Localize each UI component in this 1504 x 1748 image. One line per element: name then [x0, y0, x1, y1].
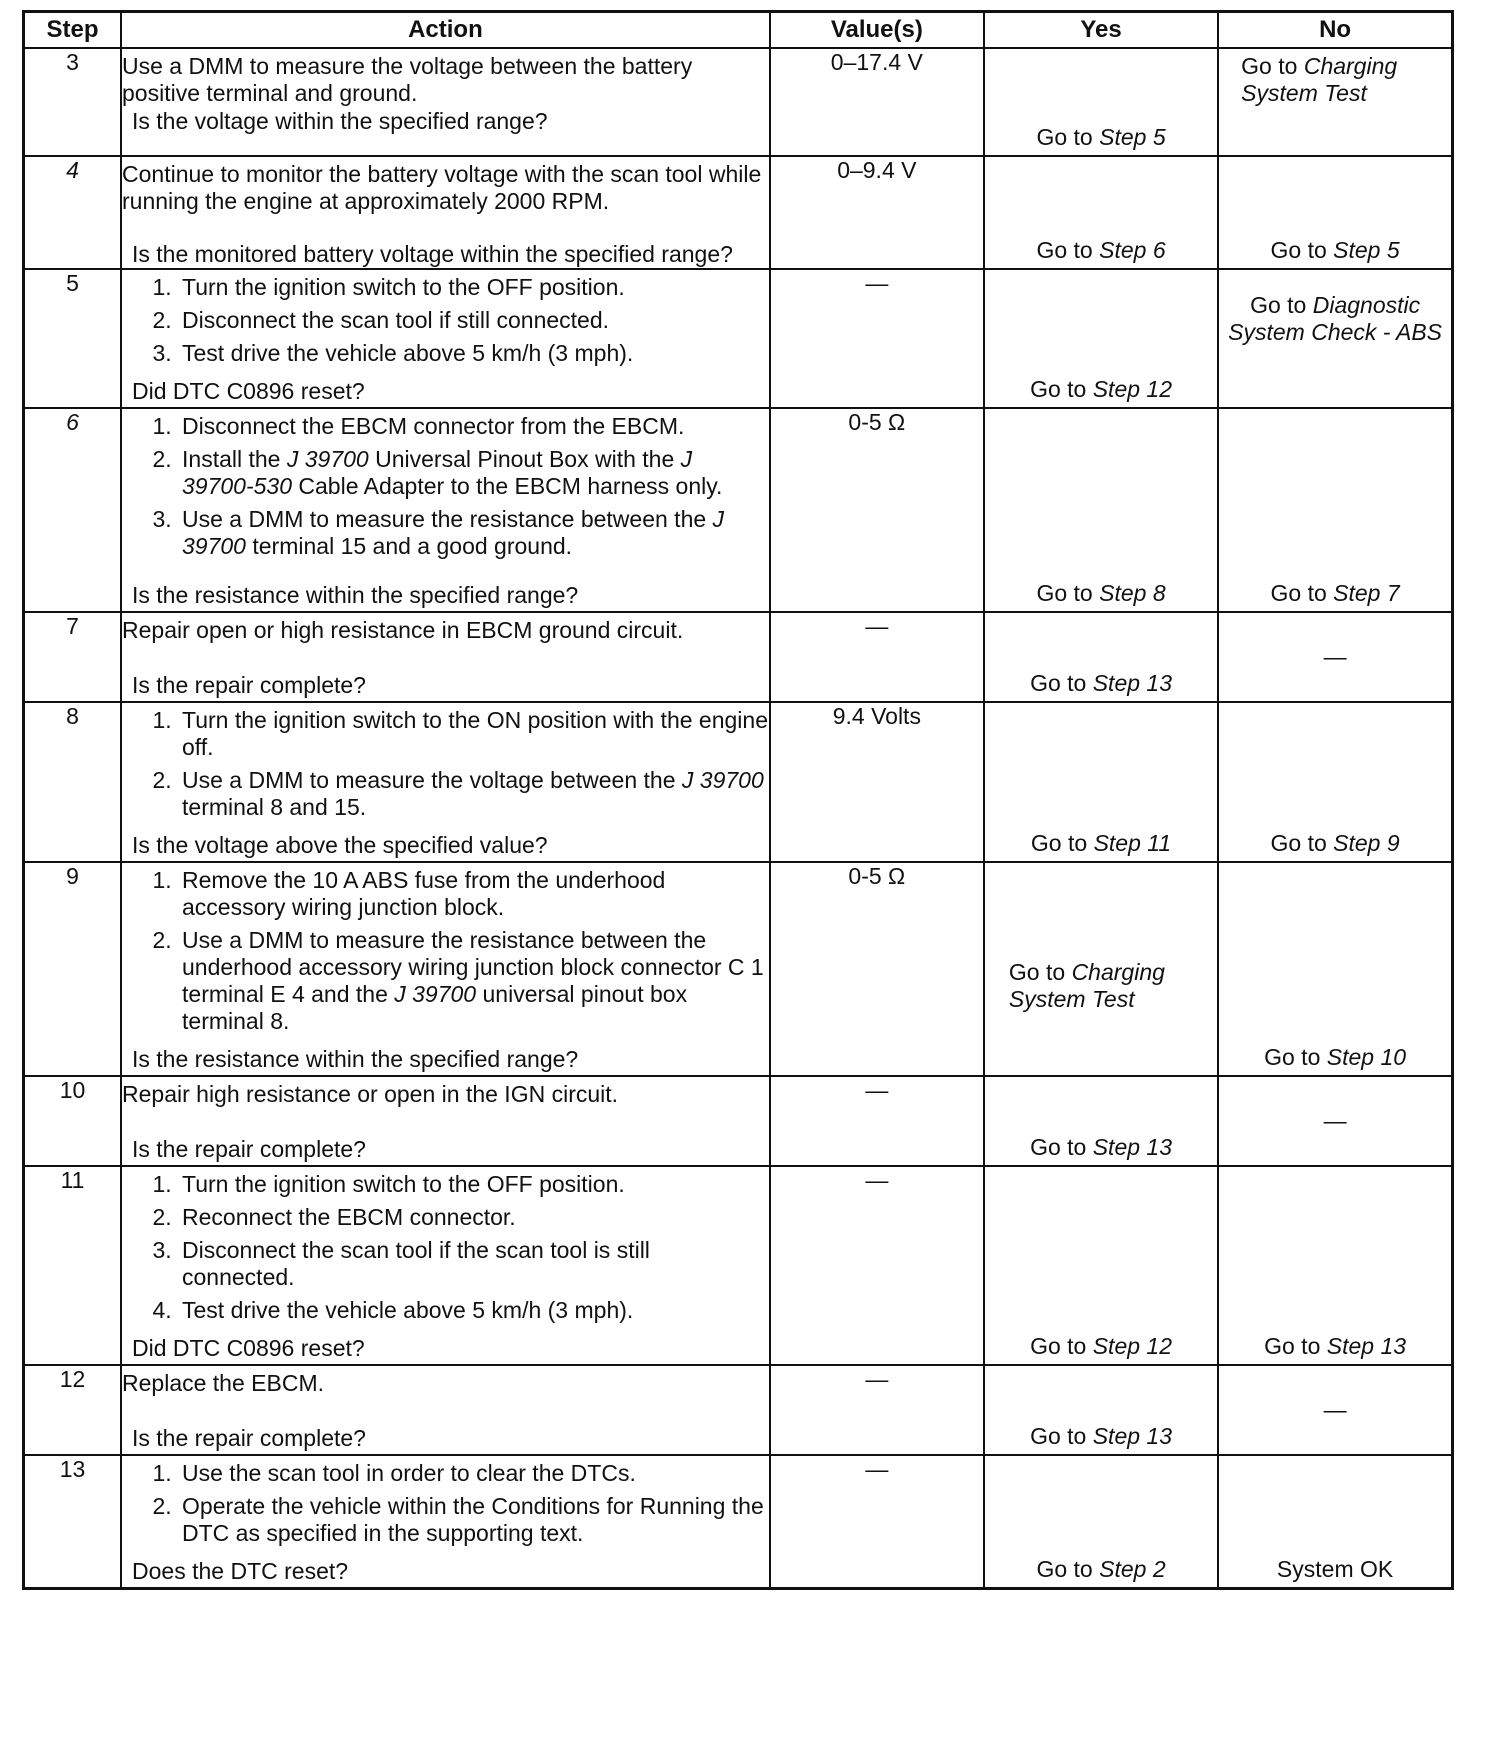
action-cell [121, 1166, 770, 1365]
value-cell: 0-5 Ω [770, 862, 984, 1076]
step-number: 10 [24, 1076, 122, 1166]
action-list [122, 707, 769, 821]
action-text: Repair open or high resistance in EBCM ground circuit. [122, 617, 684, 643]
no-answer: Go to Step 7 [1270, 580, 1400, 606]
yes-answer: Go to Charging System Test [1008, 959, 1165, 1012]
table-row-step-12 [24, 1365, 1453, 1455]
yes-answer: Go to Step 13 [1030, 670, 1173, 696]
value-cell: — [770, 1455, 984, 1589]
list-item: 3. Test drive the vehicle above 5 km/h (3 mph). [178, 340, 769, 367]
list-item: 2. Use a DMM to measure the resistance between the underhood accessory wiring junction block connector C 1 terminal E 4 and the J 39700 universal pinout box terminal 8. [178, 927, 769, 1035]
yes-answer: Go to Step 12 [1030, 376, 1173, 402]
table-row-step-3 [24, 48, 1453, 156]
action-question: Is the repair complete? [132, 1136, 366, 1162]
list-item: 2. Reconnect the EBCM connector. [178, 1204, 769, 1231]
step-number: 8 [24, 702, 122, 862]
diagnostic-table [22, 10, 1454, 1590]
header-no: No [1218, 12, 1452, 49]
action-cell [121, 156, 770, 269]
action-cell [121, 408, 770, 612]
action-question: Is the monitored battery voltage within the specified range? [132, 241, 733, 267]
action-cell [121, 702, 770, 862]
table-row-step-7 [24, 612, 1453, 702]
no-answer: — [1323, 643, 1347, 670]
action-text: Repair high resistance or open in the IGN circuit. [122, 1081, 619, 1107]
list-item: 3. Use a DMM to measure the resistance between the J 39700 terminal 15 and a good ground. [178, 506, 769, 560]
step-number: 12 [24, 1365, 122, 1455]
action-question: Is the resistance within the specified range? [132, 582, 579, 608]
table-row-step-6 [24, 408, 1453, 612]
yes-cell [984, 1365, 1218, 1455]
yes-cell [984, 156, 1218, 269]
yes-cell [984, 408, 1218, 612]
yes-answer: Go to Step 5 [1036, 124, 1166, 150]
step-number: 4 [24, 156, 122, 269]
no-cell [1218, 1166, 1452, 1365]
action-question: Is the resistance within the specified range? [132, 1046, 579, 1072]
list-item: 2. Install the J 39700 Universal Pinout Box with the J 39700-530 Cable Adapter to the EBCM harness only. [178, 446, 769, 500]
action-cell [121, 1076, 770, 1166]
value-cell: 0–17.4 V [770, 48, 984, 156]
step-number: 13 [24, 1455, 122, 1589]
action-question: Does the DTC reset? [132, 1558, 349, 1584]
yes-answer: Go to Step 13 [1030, 1423, 1173, 1449]
yes-cell [984, 269, 1218, 408]
yes-cell [984, 862, 1218, 1076]
no-answer: — [1323, 1107, 1347, 1134]
table-row-step-10 [24, 1076, 1453, 1166]
header-values: Value(s) [770, 12, 984, 49]
no-answer: Go to Charging System Test [1241, 53, 1398, 106]
action-list [122, 274, 769, 367]
no-answer: Go to Step 9 [1270, 830, 1400, 856]
table-row-step-5 [24, 269, 1453, 408]
value-cell: 0-5 Ω [770, 408, 984, 612]
action-question: Is the repair complete? [132, 672, 366, 698]
no-cell [1218, 702, 1452, 862]
action-list [122, 1460, 769, 1547]
table-row-step-4 [24, 156, 1453, 269]
table-row-step-11 [24, 1166, 1453, 1365]
no-answer: Go to Diagnostic System Check - ABS [1228, 292, 1443, 345]
header-step: Step [24, 12, 122, 49]
value-cell: — [770, 612, 984, 702]
no-answer: Go to Step 5 [1270, 237, 1400, 263]
yes-answer: Go to Step 2 [1036, 1556, 1166, 1582]
action-text: Use a DMM to measure the voltage between the battery positive terminal and ground. [122, 53, 693, 106]
no-cell [1218, 156, 1452, 269]
action-cell [121, 862, 770, 1076]
no-cell [1218, 1455, 1452, 1589]
header-yes: Yes [984, 12, 1218, 49]
header-action: Action [121, 12, 770, 49]
list-item: 1. Remove the 10 A ABS fuse from the underhood accessory wiring junction block. [178, 867, 769, 921]
no-answer: Go to Step 10 [1264, 1044, 1407, 1070]
step-number: 11 [24, 1166, 122, 1365]
list-item: 1. Use the scan tool in order to clear the DTCs. [178, 1460, 769, 1487]
list-item: 2. Operate the vehicle within the Conditions for Running the DTC as specified in the supporting text. [178, 1493, 769, 1547]
no-cell [1218, 48, 1452, 156]
value-cell: — [770, 1076, 984, 1166]
value-cell: — [770, 1166, 984, 1365]
table-row-step-8 [24, 702, 1453, 862]
no-answer: Go to Step 13 [1264, 1333, 1407, 1359]
yes-cell [984, 612, 1218, 702]
action-list [122, 413, 769, 560]
step-number: 5 [24, 269, 122, 408]
list-item: 1. Turn the ignition switch to the OFF position. [178, 1171, 769, 1198]
yes-answer: Go to Step 11 [1030, 830, 1172, 856]
list-item: 1. Turn the ignition switch to the OFF position. [178, 274, 769, 301]
no-cell [1218, 408, 1452, 612]
yes-cell [984, 1076, 1218, 1166]
table-row-step-13 [24, 1455, 1453, 1589]
action-question: Is the repair complete? [132, 1425, 366, 1451]
action-cell [121, 1365, 770, 1455]
no-cell [1218, 1076, 1452, 1166]
list-item: 2. Use a DMM to measure the voltage between the J 39700 terminal 8 and 15. [178, 767, 769, 821]
list-item: 1. Turn the ignition switch to the ON position with the engine off. [178, 707, 769, 761]
action-cell [121, 612, 770, 702]
action-question: Is the voltage above the specified value? [132, 832, 548, 858]
yes-cell [984, 702, 1218, 862]
yes-cell [984, 1455, 1218, 1589]
yes-answer: Go to Step 13 [1030, 1134, 1173, 1160]
action-list [122, 1171, 769, 1324]
action-cell [121, 269, 770, 408]
no-cell [1218, 612, 1452, 702]
value-cell: — [770, 1365, 984, 1455]
action-question: Did DTC C0896 reset? [132, 1335, 365, 1361]
step-number: 9 [24, 862, 122, 1076]
yes-answer: Go to Step 12 [1030, 1333, 1173, 1359]
action-text: Replace the EBCM. [122, 1370, 324, 1396]
action-question: Is the voltage within the specified range? [132, 108, 548, 134]
yes-answer: Go to Step 8 [1036, 580, 1166, 606]
value-cell: — [770, 269, 984, 408]
value-cell: 9.4 Volts [770, 702, 984, 862]
action-text: Continue to monitor the battery voltage with the scan tool while running the engine at approximately 2000 RPM. [122, 161, 762, 214]
no-answer: System OK [1276, 1556, 1394, 1582]
yes-answer: Go to Step 6 [1036, 237, 1166, 263]
action-cell [121, 48, 770, 156]
no-cell [1218, 1365, 1452, 1455]
yes-cell [984, 48, 1218, 156]
value-cell: 0–9.4 V [770, 156, 984, 269]
action-cell [121, 1455, 770, 1589]
yes-cell [984, 1166, 1218, 1365]
no-cell [1218, 269, 1452, 408]
header-row [24, 12, 1453, 49]
list-item: 1. Disconnect the EBCM connector from the EBCM. [178, 413, 769, 440]
list-item: 2. Disconnect the scan tool if still connected. [178, 307, 769, 334]
step-number: 6 [24, 408, 122, 612]
step-number: 7 [24, 612, 122, 702]
no-cell [1218, 862, 1452, 1076]
no-answer: — [1323, 1396, 1347, 1423]
diagnostic-table-sheet [22, 10, 1454, 1700]
action-list [122, 867, 769, 1035]
step-number: 3 [24, 48, 122, 156]
list-item: 4. Test drive the vehicle above 5 km/h (3 mph). [178, 1297, 769, 1324]
table-row-step-9 [24, 862, 1453, 1076]
list-item: 3. Disconnect the scan tool if the scan tool is still connected. [178, 1237, 769, 1291]
action-question: Did DTC C0896 reset? [132, 378, 365, 404]
